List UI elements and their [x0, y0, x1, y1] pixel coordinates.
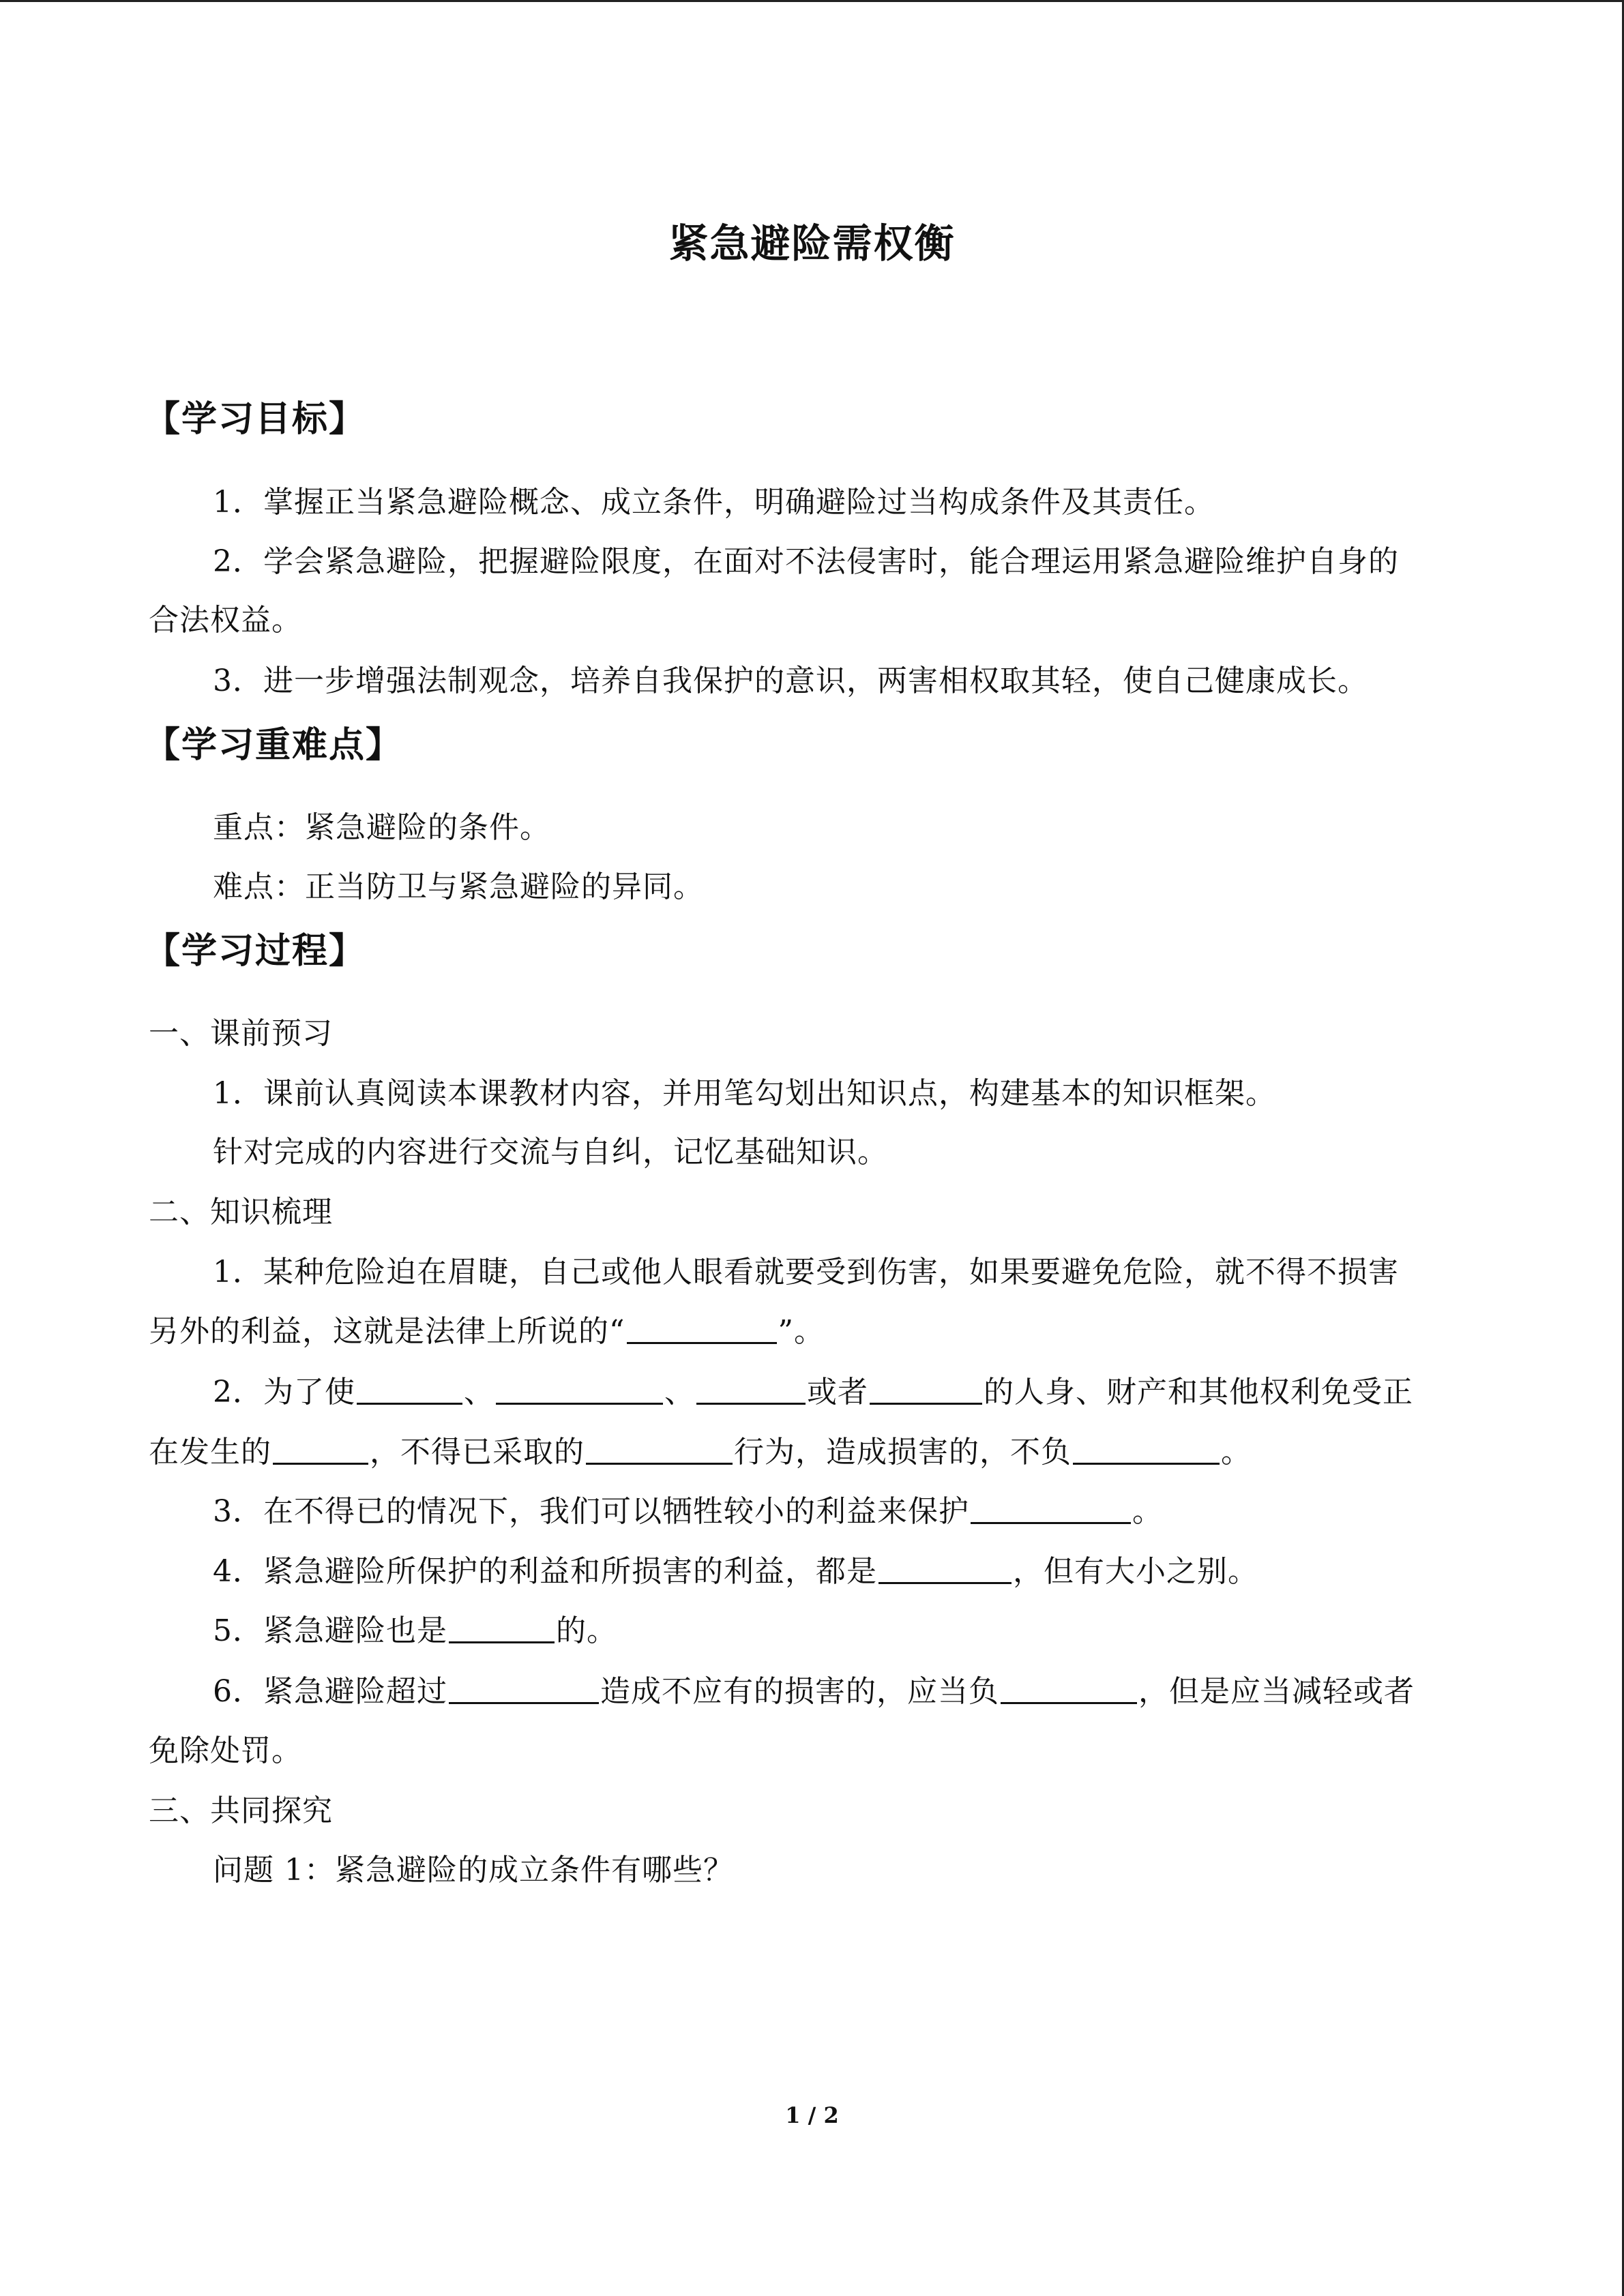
fill-blank[interactable] [879, 1555, 1012, 1584]
fill-blank[interactable] [627, 1315, 777, 1344]
key-point-difficulty: 难点：正当防卫与紧急避险的异同。 [213, 869, 704, 904]
q4-text-1: 4．紧急避险所保护的利益和所损害的利益，都是 [213, 1554, 877, 1589]
q1-line-a: 1．某种危险迫在眉睫，自己或他人眼看就要受到伤害，如果要避免危险，就不得不损害 [213, 1255, 1399, 1289]
q2-text-7: ，不得已采取的 [370, 1435, 585, 1470]
q2-text-9: 。 [1221, 1435, 1252, 1470]
fill-blank[interactable] [357, 1375, 462, 1405]
fill-blank[interactable] [971, 1495, 1131, 1524]
q5-text-1: 5．紧急避险也是 [213, 1613, 447, 1648]
q6-text-3: ，但是应当减轻或者 [1138, 1674, 1415, 1709]
q2-text-2: 、 [464, 1375, 494, 1410]
part1-line1: 1．课前认真阅读本课教材内容，并用笔勾划出知识点，构建基本的知识框架。 [213, 1076, 1276, 1111]
q5-line [213, 1606, 617, 1650]
q2-text-5: 的人身、财产和其他权利免受正 [984, 1375, 1413, 1410]
objective-item-2: 2．学会紧急避险，把握避险限度，在面对不法侵害时，能合理运用紧急避险维护自身的 [213, 544, 1399, 579]
q2-line-a [213, 1367, 1413, 1411]
part1-title: 一、课前预习 [149, 1016, 333, 1051]
key-point-focus: 重点：紧急避险的条件。 [213, 810, 550, 845]
part3-question1: 问题 1：紧急避险的成立条件有哪些？ [213, 1853, 734, 1888]
part1-line2: 针对完成的内容进行交流与自纠，记忆基础知识。 [213, 1135, 888, 1169]
q3-line [213, 1487, 1163, 1530]
q1-text-2: ”。 [778, 1314, 825, 1349]
fill-blank[interactable] [1073, 1435, 1220, 1465]
document-title: 紧急避险需权衡 [668, 220, 956, 267]
fill-blank[interactable] [586, 1435, 733, 1465]
q3-text-2: 。 [1132, 1494, 1163, 1529]
q6-line-b: 免除处罚。 [149, 1733, 302, 1768]
q2-text-1: 2．为了使 [213, 1375, 355, 1410]
process-heading: 【学习过程】 [145, 930, 366, 972]
q6-line-a [213, 1667, 1415, 1710]
q2-line-b [149, 1427, 1252, 1471]
part3-title: 三、共同探究 [149, 1793, 333, 1828]
objective-item-3: 3．进一步增强法制观念，培养自我保护的意识，两害相权取其轻，使自己健康成长。 [213, 664, 1368, 698]
q1-text-1: 另外的利益，这就是法律上所说的“ [149, 1314, 625, 1349]
q5-text-2: 的。 [556, 1613, 617, 1648]
fill-blank[interactable] [696, 1375, 806, 1405]
q3-text-1: 3．在不得已的情况下，我们可以牺牲较小的利益来保护 [213, 1494, 969, 1529]
fill-blank[interactable] [496, 1375, 663, 1405]
q6-text-2: 造成不应有的损害的，应当负 [600, 1674, 999, 1709]
fill-blank[interactable] [449, 1614, 555, 1643]
q6-text-1: 6．紧急避险超过 [213, 1674, 447, 1709]
q2-text-6: 在发生的 [149, 1435, 271, 1470]
fill-blank[interactable] [1001, 1675, 1137, 1704]
key-points-heading: 【学习重难点】 [145, 724, 403, 766]
q2-text-4: 或者 [807, 1375, 868, 1410]
page-indicator: 1 / 2 [785, 2102, 839, 2128]
fill-blank[interactable] [870, 1375, 982, 1405]
fill-blank[interactable] [273, 1435, 368, 1465]
q4-text-2: ，但有大小之别。 [1013, 1554, 1258, 1589]
fill-blank[interactable] [449, 1675, 599, 1704]
q2-text-8: 行为，造成损害的，不负 [734, 1435, 1072, 1470]
q4-line [213, 1547, 1258, 1590]
page-border-top [0, 0, 1624, 2]
q2-text-3: 、 [664, 1375, 695, 1410]
q1-line-b [149, 1307, 825, 1350]
part2-title: 二、知识梳理 [149, 1195, 333, 1229]
objective-item-2-cont: 合法权益。 [149, 603, 302, 638]
objective-item-1: 1．掌握正当紧急避险概念、成立条件，明确避险过当构成条件及其责任。 [213, 485, 1215, 520]
objectives-heading: 【学习目标】 [145, 398, 366, 440]
